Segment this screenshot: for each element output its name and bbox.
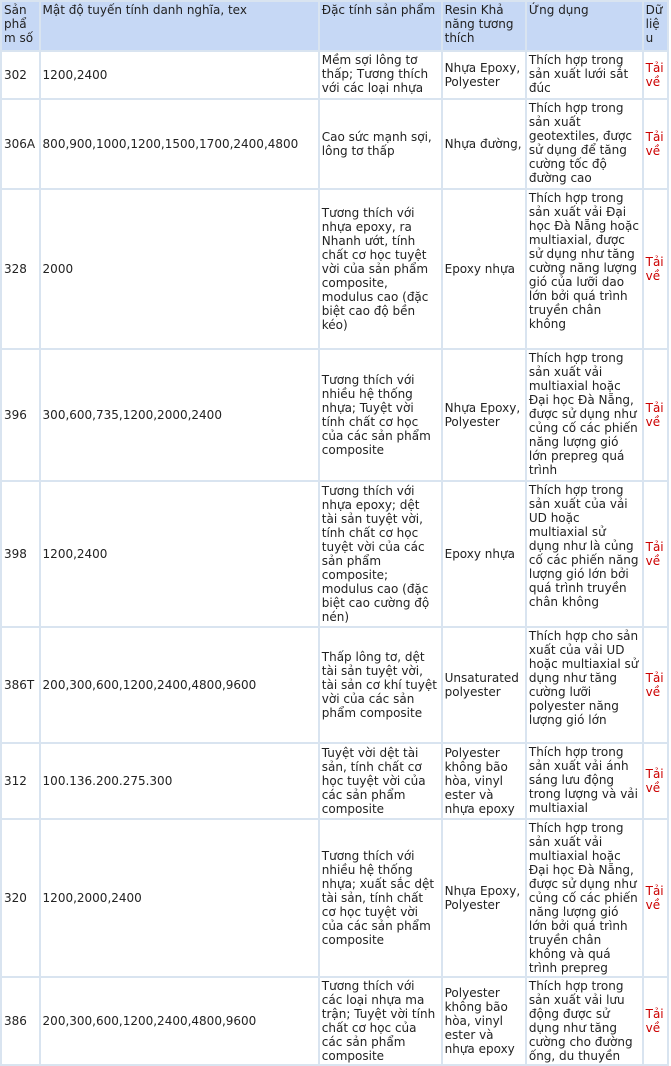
- table-row: [2, 52, 667, 98]
- product-number-cell: 306A: [2, 100, 39, 188]
- table-row: [2, 978, 667, 1064]
- application-cell: Thích hợp trong sản xuất lưới sắt đúc: [527, 52, 642, 98]
- linear-density-cell: 2000: [41, 190, 318, 348]
- download-link[interactable]: Tải về: [645, 401, 664, 429]
- feature-cell: Tương thích với nhựa epoxy, ra Nhanh ướt, tính chất cơ học tuyệt vời của sản phẩm composite, modulus cao (đặc biệt cao độ bền kéo): [320, 190, 441, 348]
- linear-density-cell: 300,600,735,1200,2000,2400: [41, 350, 318, 480]
- table-row: [2, 482, 667, 626]
- download-cell: [644, 52, 667, 98]
- application-cell: Thích hợp trong sản xuất vải lưu động được sử dụng như tăng cường cho đường ống, du thuyền: [527, 978, 642, 1064]
- header-data: Dữ liệu: [644, 2, 667, 50]
- table-row: [2, 190, 667, 348]
- download-cell: [644, 350, 667, 480]
- download-link[interactable]: Tải về: [645, 671, 664, 699]
- header-linear-density: Mật độ tuyến tính danh nghĩa, tex: [41, 2, 318, 50]
- feature-cell: Thấp lông tơ, dệt tài sản tuyệt vời, tài sản cơ khí tuyệt vời của các sản phẩm composite: [320, 628, 441, 742]
- download-cell: [644, 820, 667, 976]
- feature-cell: Tương thích với nhiều hệ thống nhựa; xuất sắc dệt tài sản, tính chất cơ học tuyệt vời của các sản phẩm composite: [320, 820, 441, 976]
- product-number-cell: 302: [2, 52, 39, 98]
- download-link[interactable]: Tải về: [645, 1007, 664, 1035]
- product-number-cell: 396: [2, 350, 39, 480]
- header-product-features: Đặc tính sản phẩm: [320, 2, 441, 50]
- feature-cell: Tương thích với các loại nhựa ma trận; Tuyệt vời tính chất cơ học của các sản phẩm composite: [320, 978, 441, 1064]
- download-cell: [644, 190, 667, 348]
- resin-cell: Unsaturated polyester: [443, 628, 525, 742]
- feature-cell: Tương thích với nhựa epoxy; dệt tài sản tuyệt vời, tính chất cơ học tuyệt vời của các sản phẩm composite; modulus cao (đặc biệt cao cường độ nén): [320, 482, 441, 626]
- application-cell: Thích hợp trong sản xuất vải multiaxial hoặc Đại học Đà Nẵng, được sử dụng như củng cố các phiến năng lượng gió lớn bởi quá trình truyền chân không và quá trình prepreg: [527, 820, 642, 976]
- application-cell: Thích hợp trong sản xuất geotextiles, được sử dụng để tăng cường tốc độ đường cao: [527, 100, 642, 188]
- feature-cell: Tuyệt vời dệt tài sản, tính chất cơ học tuyệt vời của các sản phẩm composite: [320, 744, 441, 818]
- download-cell: [644, 978, 667, 1064]
- download-link[interactable]: Tải về: [645, 540, 664, 568]
- download-link[interactable]: Tải về: [645, 130, 664, 158]
- download-cell: [644, 100, 667, 188]
- header-product-number: Sản phẩm số: [2, 2, 39, 50]
- product-number-cell: 328: [2, 190, 39, 348]
- linear-density-cell: 200,300,600,1200,2400,4800,9600: [41, 628, 318, 742]
- product-number-cell: 398: [2, 482, 39, 626]
- table-row: [2, 820, 667, 976]
- download-cell: [644, 744, 667, 818]
- linear-density-cell: 200,300,600,1200,2400,4800,9600: [41, 978, 318, 1064]
- table-row: [2, 744, 667, 818]
- resin-cell: Nhựa Epoxy, Polyester: [443, 820, 525, 976]
- product-number-cell: 312: [2, 744, 39, 818]
- application-cell: Thích hợp trong sản xuất vải multiaxial hoặc Đại học Đà Nẵng, được sử dụng như củng cố các phiến năng lượng gió lớn prepreg quá trình: [527, 350, 642, 480]
- download-link[interactable]: Tải về: [645, 255, 664, 283]
- resin-cell: Epoxy nhựa: [443, 190, 525, 348]
- resin-cell: Nhựa Epoxy, Polyester: [443, 52, 525, 98]
- product-number-cell: 386T: [2, 628, 39, 742]
- table-row: [2, 100, 667, 188]
- feature-cell: Cao sức mạnh sợi, lông tơ thấp: [320, 100, 441, 188]
- download-link[interactable]: Tải về: [645, 767, 664, 795]
- product-number-cell: 320: [2, 820, 39, 976]
- application-cell: Thích hợp trong sản xuất của vải UD hoặc multiaxial sử dụng như là củng cố các phiến năng lượng gió lớn bởi quá trình truyền chân không: [527, 482, 642, 626]
- download-cell: [644, 628, 667, 742]
- application-cell: Thích hợp cho sản xuất của vải UD hoặc multiaxial sử dụng như tăng cường lưỡi polyester năng lượng gió lớn: [527, 628, 642, 742]
- resin-cell: Polyester không bão hòa, vinyl ester và nhựa epoxy: [443, 744, 525, 818]
- download-link[interactable]: Tải về: [645, 61, 664, 89]
- feature-cell: Mềm sợi lông tơ thấp; Tương thích với các loại nhựa: [320, 52, 441, 98]
- table-row: [2, 350, 667, 480]
- linear-density-cell: 1200,2000,2400: [41, 820, 318, 976]
- linear-density-cell: 1200,2400: [41, 482, 318, 626]
- resin-cell: Polyester không bão hòa, vinyl ester và nhựa epoxy: [443, 978, 525, 1064]
- application-cell: Thích hợp trong sản xuất vải ánh sáng lưu động trong lượng và vải multiaxial: [527, 744, 642, 818]
- linear-density-cell: 1200,2400: [41, 52, 318, 98]
- resin-cell: Epoxy nhựa: [443, 482, 525, 626]
- download-cell: [644, 482, 667, 626]
- table-header-row: [2, 2, 667, 50]
- resin-cell: Nhựa Epoxy, Polyester: [443, 350, 525, 480]
- header-application: Ứng dụng: [527, 2, 642, 50]
- linear-density-cell: 800,900,1000,1200,1500,1700,2400,4800: [41, 100, 318, 188]
- resin-cell: Nhựa đường,: [443, 100, 525, 188]
- feature-cell: Tương thích với nhiều hệ thống nhựa; Tuyệt vời tính chất cơ học của các sản phẩm composite: [320, 350, 441, 480]
- linear-density-cell: 100.136.200.275.300: [41, 744, 318, 818]
- product-number-cell: 386: [2, 978, 39, 1064]
- application-cell: Thích hợp trong sản xuất vải Đại học Đà Nẵng hoặc multiaxial, được sử dụng như tăng cường năng lượng gió của lưỡi dao lớn bởi quá trình truyền chân không: [527, 190, 642, 348]
- table-row: [2, 628, 667, 742]
- header-resin-compatibility: Resin Khả năng tương thích: [443, 2, 525, 50]
- download-link[interactable]: Tải về: [645, 884, 664, 912]
